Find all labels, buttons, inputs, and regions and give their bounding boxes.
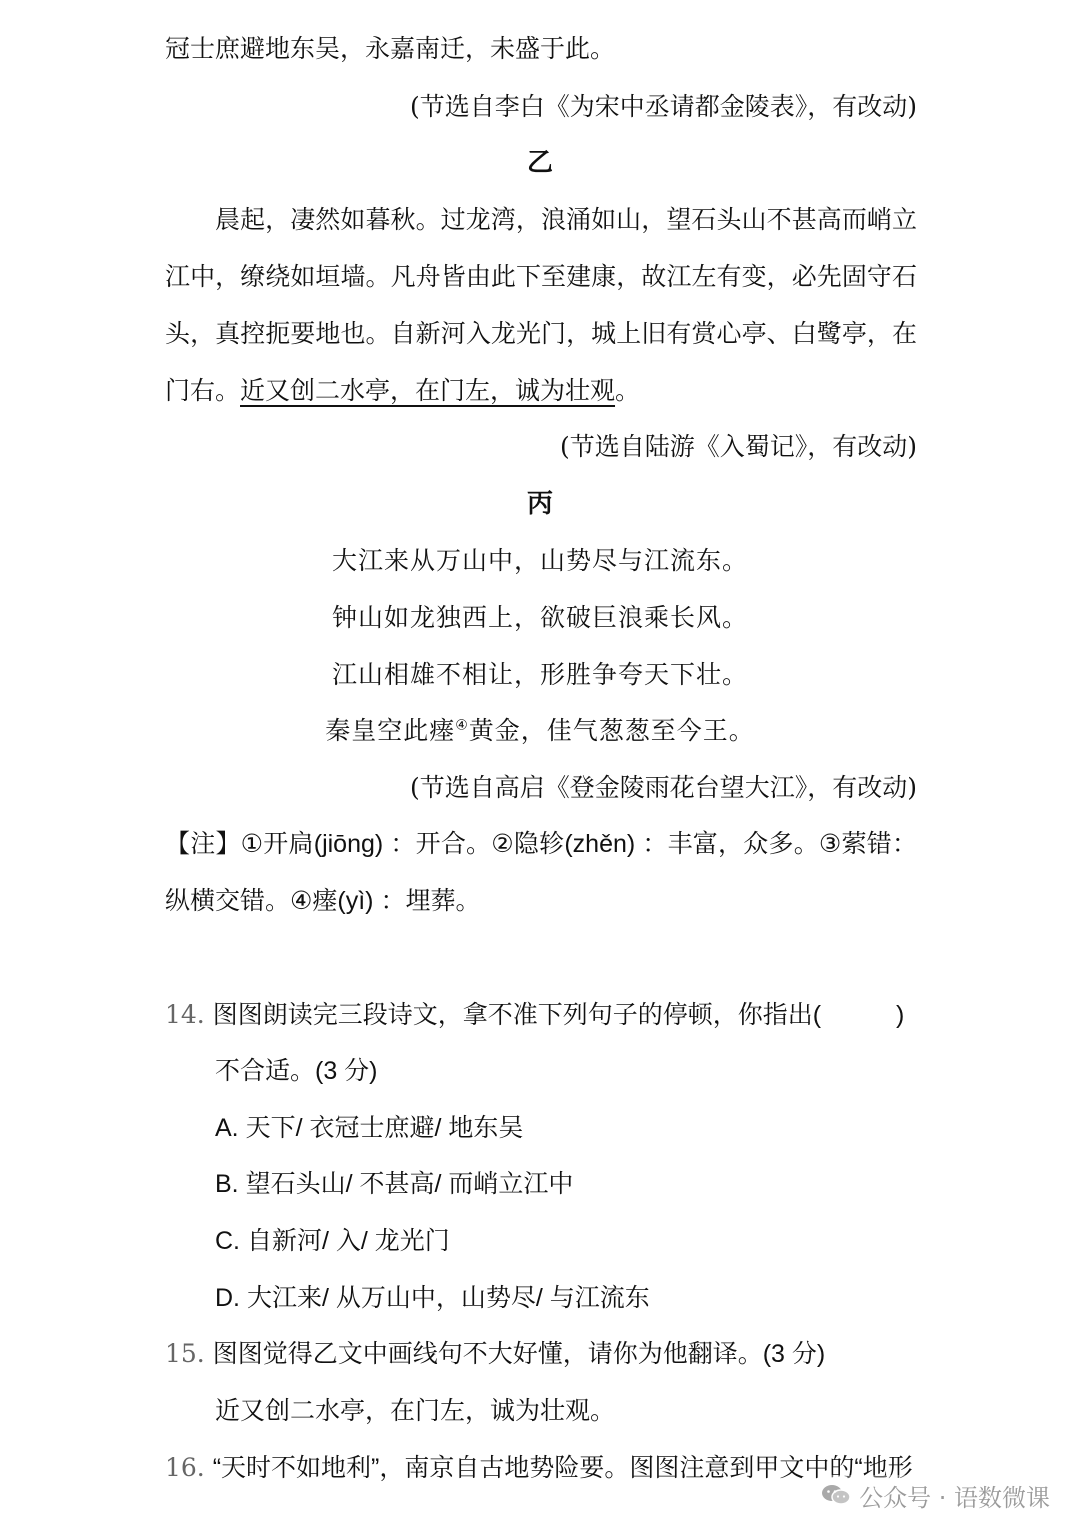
yi-source: (节选自陆游《入蜀记》，有改动) <box>559 432 917 461</box>
underlined-sentence: 近又创二水亭，在门左，诚为壮观 <box>240 376 616 405</box>
section-heading-bing: 丙 <box>526 489 553 519</box>
option-b: B. 望石头山/ 不甚高/ 而峭立江中 <box>215 1170 574 1198</box>
question-14 <box>165 998 917 1032</box>
question-14-text-2: 不合适。(3 分) <box>215 1057 378 1085</box>
yi-text-line-2: 江中，缭绕如垣墙。凡舟皆由此下至建康，故江左有变，必先固守石 <box>165 262 917 291</box>
yi-line4-start: 门右。 <box>165 376 241 405</box>
question-text: “天时不如地利”，南京自古地势险要。图图注意到甲文中的“地形 <box>212 1454 913 1482</box>
option-a: A. 天下/ 衣冠士庶避/ 地东吴 <box>215 1114 524 1142</box>
option-c: C. 自新河/ 入/ 龙光门 <box>215 1227 450 1255</box>
watermark-text: 公众号 · 语数微课 <box>859 1483 1050 1512</box>
poem-line-2: 钟山如龙独西上，欲破巨浪乘长风。 <box>331 603 748 632</box>
question-15 <box>165 1337 825 1371</box>
poem-line-4 <box>0 714 1080 748</box>
watermark <box>821 1475 1050 1515</box>
yi-line4-end: 。 <box>615 376 641 405</box>
bracket-close: ) <box>896 1001 905 1029</box>
footnote-marker: ④ <box>455 717 469 734</box>
poem-line-3: 江山相雄不相让，形胜争夸天下壮。 <box>331 660 748 689</box>
yi-text-line-3: 头，真控扼要地也。自新河入龙光门，城上旧有赏心亭、白鹭亭，在 <box>165 319 917 348</box>
wechat-icon <box>821 1483 851 1507</box>
notes-line-1: 【注】①开扃(jiōng) ：开合。②隐轸(zhěn) ：丰富，众多。③萦错： <box>165 830 917 858</box>
poem-line-4-b: 黄金，佳气葱葱至今王。 <box>468 716 755 745</box>
yi-text-line-1: 晨起，凄然如暮秋。过龙湾，浪涌如山，望石头山不甚高而峭立 <box>215 205 917 234</box>
question-number: 15. <box>165 1339 205 1368</box>
question-number: 14. <box>165 1000 205 1029</box>
question-text: 图图朗读完三段诗文，拿不准下列句子的停顿，你指出( <box>212 1001 822 1029</box>
bing-source: (节选自高启《登金陵雨花台望大江》，有改动) <box>409 773 917 802</box>
jia-source: (节选自李白《为宋中丞请都金陵表》，有改动) <box>409 92 917 121</box>
translation-sentence: 近又创二水亭，在门左，诚为壮观。 <box>215 1396 616 1425</box>
question-text: 图图觉得乙文中画线句不大好懂，请你为他翻译。(3 分) <box>212 1340 826 1368</box>
jia-text-line: 冠士庶避地东吴，永嘉南迁，未盛于此。 <box>165 34 616 63</box>
option-d: D. 大江来/ 从万山中，山势尽/ 与江流东 <box>215 1284 650 1312</box>
notes-line-2: 纵横交错。④瘗(yì) ：埋葬。 <box>165 887 481 915</box>
poem-line-4-a: 秦皇空此瘗 <box>325 716 456 745</box>
section-heading-yi: 乙 <box>526 148 553 178</box>
poem-line-1: 大江来从万山中，山势尽与江流东。 <box>331 546 748 575</box>
yi-text-line-4 <box>165 374 917 408</box>
question-16 <box>165 1451 913 1485</box>
question-number: 16. <box>165 1453 205 1482</box>
